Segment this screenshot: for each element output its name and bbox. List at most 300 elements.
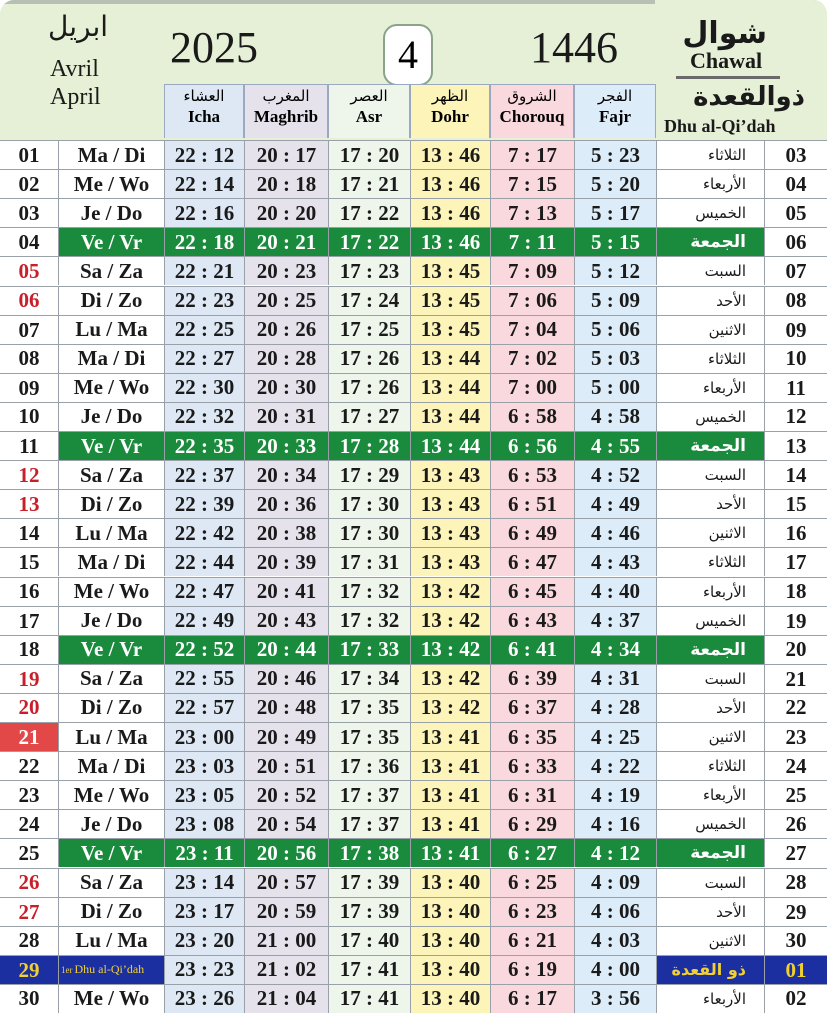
table-row	[0, 169, 827, 198]
asr-time: 17 : 22	[328, 199, 410, 227]
chorouq-time: 6 : 27	[490, 839, 574, 867]
date-number: 07	[18, 317, 40, 342]
asr-time: 17 : 37	[328, 781, 410, 809]
maghrib-time: 20 : 23	[244, 257, 328, 285]
fajr-time: 4 : 00	[574, 956, 656, 984]
dohr-time: 13 : 46	[410, 228, 490, 256]
column-header-dohr-ar: الظهر	[431, 87, 469, 105]
day-name-arabic: الأحد	[656, 490, 764, 518]
column-header-asr	[328, 84, 410, 138]
day-name: Sa / Za	[58, 665, 164, 693]
hijri-month-1-latin: Chawal	[690, 48, 763, 73]
day-name: Sa / Za	[58, 869, 164, 897]
day-name: Di / Zo	[58, 898, 164, 926]
day-name-arabic: الثلاثاء	[656, 141, 764, 169]
maghrib-time: 20 : 41	[244, 578, 328, 606]
dohr-time: 13 : 40	[410, 869, 490, 897]
hijri-month-1-arabic: شوال	[682, 16, 767, 51]
hijri-date-number: 20	[764, 636, 827, 664]
isha-time: 22 : 42	[164, 519, 244, 547]
asr-time: 17 : 23	[328, 257, 410, 285]
hijri-date-number: 19	[764, 607, 827, 635]
hijri-date-number: 27	[764, 839, 827, 867]
fajr-time: 4 : 16	[574, 810, 656, 838]
day-name: Ma / Di	[58, 345, 164, 373]
hijri-month-2-arabic: ذوالقعدة	[693, 82, 805, 112]
isha-time: 23 : 03	[164, 752, 244, 780]
asr-time: 17 : 35	[328, 723, 410, 751]
date-number: 26	[18, 870, 40, 895]
maghrib-time: 21 : 00	[244, 927, 328, 955]
chorouq-time: 6 : 33	[490, 752, 574, 780]
chorouq-time: 7 : 04	[490, 316, 574, 344]
fajr-time: 4 : 55	[574, 432, 656, 460]
hijri-month-2-latin: Dhu al-Qi’dah	[664, 116, 776, 136]
table-row	[0, 140, 827, 169]
day-name: Lu / Ma	[58, 927, 164, 955]
isha-time: 23 : 14	[164, 869, 244, 897]
day-name: Di / Zo	[58, 490, 164, 518]
chorouq-time: 6 : 37	[490, 694, 574, 722]
fajr-time: 5 : 09	[574, 287, 656, 315]
column-header-maghrib-la: Maghrib	[253, 107, 319, 126]
dohr-time: 13 : 44	[410, 403, 490, 431]
date-number: 21	[0, 723, 58, 751]
column-header-chorouq-la: Chorouq	[499, 107, 565, 126]
chorouq-time: 6 : 19	[490, 956, 574, 984]
dohr-time: 13 : 45	[410, 257, 490, 285]
chorouq-time: 6 : 31	[490, 781, 574, 809]
dohr-time: 13 : 43	[410, 519, 490, 547]
hijri-date-number: 08	[764, 287, 827, 315]
maghrib-time: 20 : 44	[244, 636, 328, 664]
date-number: 17	[18, 608, 40, 633]
day-name	[58, 956, 164, 984]
dohr-time: 13 : 40	[410, 985, 490, 1013]
fajr-time: 4 : 22	[574, 752, 656, 780]
chorouq-time: 6 : 47	[490, 548, 574, 576]
dohr-time: 13 : 41	[410, 839, 490, 867]
fajr-time: 4 : 12	[574, 839, 656, 867]
day-name: Sa / Za	[58, 257, 164, 285]
chorouq-time: 6 : 45	[490, 578, 574, 606]
table-row	[0, 373, 827, 402]
chorouq-time: 7 : 09	[490, 257, 574, 285]
hijri-date-number: 09	[764, 316, 827, 344]
day-name: Me / Wo	[58, 985, 164, 1013]
maghrib-time: 20 : 30	[244, 374, 328, 402]
column-header-isha	[164, 84, 244, 138]
table-row	[0, 256, 827, 285]
isha-time: 22 : 18	[164, 228, 244, 256]
asr-time: 17 : 21	[328, 170, 410, 198]
table-row	[0, 751, 827, 780]
fajr-time: 5 : 15	[574, 228, 656, 256]
day-name: Ma / Di	[58, 752, 164, 780]
chorouq-time: 6 : 17	[490, 985, 574, 1013]
column-header-isha-la: Icha	[187, 107, 221, 126]
day-name: Me / Wo	[58, 781, 164, 809]
maghrib-time: 20 : 25	[244, 287, 328, 315]
maghrib-time: 20 : 52	[244, 781, 328, 809]
date-number: 29	[0, 956, 58, 984]
isha-time: 23 : 23	[164, 956, 244, 984]
day-name-arabic: الأربعاء	[656, 170, 764, 198]
day-name-arabic: الجمعة	[656, 636, 764, 664]
isha-time: 23 : 17	[164, 898, 244, 926]
chorouq-time: 7 : 00	[490, 374, 574, 402]
table-row	[0, 722, 827, 751]
date-number: 11	[19, 434, 39, 458]
date-number: 02	[18, 171, 40, 196]
day-name-arabic: السبت	[656, 461, 764, 489]
maghrib-time: 20 : 46	[244, 665, 328, 693]
maghrib-time: 20 : 20	[244, 199, 328, 227]
maghrib-time: 20 : 26	[244, 316, 328, 344]
chorouq-time: 7 : 06	[490, 287, 574, 315]
day-name-arabic: الاثنين	[656, 519, 764, 547]
asr-time: 17 : 25	[328, 316, 410, 344]
day-name-arabic: الاثنين	[656, 927, 764, 955]
maghrib-time: 20 : 56	[244, 839, 328, 867]
column-header-dohr-la: Dohr	[431, 107, 469, 126]
date-number: 12	[18, 462, 40, 487]
column-header-asr-ar: العصر	[350, 87, 388, 105]
hijri-date-number: 04	[764, 170, 827, 198]
day-name-arabic: الاثنين	[656, 316, 764, 344]
day-name-arabic: الأربعاء	[656, 781, 764, 809]
hijri-date-number: 06	[764, 228, 827, 256]
fajr-time: 4 : 46	[574, 519, 656, 547]
asr-time: 17 : 36	[328, 752, 410, 780]
gregorian-month-arabic: ابريل	[48, 10, 109, 43]
dohr-time: 13 : 42	[410, 578, 490, 606]
maghrib-time: 20 : 39	[244, 548, 328, 576]
chorouq-time: 7 : 02	[490, 345, 574, 373]
asr-time: 17 : 29	[328, 461, 410, 489]
maghrib-time: 20 : 17	[244, 141, 328, 169]
hijri-date-number: 17	[764, 548, 827, 576]
date-number: 05	[18, 259, 40, 284]
asr-time: 17 : 28	[328, 432, 410, 460]
hijri-month-divider	[676, 76, 780, 79]
fajr-time: 4 : 06	[574, 898, 656, 926]
chorouq-time: 7 : 13	[490, 199, 574, 227]
isha-time: 22 : 39	[164, 490, 244, 518]
fajr-time: 4 : 09	[574, 869, 656, 897]
isha-time: 22 : 44	[164, 548, 244, 576]
table-row	[0, 315, 827, 344]
isha-time: 22 : 25	[164, 316, 244, 344]
fajr-time: 5 : 23	[574, 141, 656, 169]
isha-time: 22 : 47	[164, 578, 244, 606]
date-number: 06	[18, 288, 40, 313]
day-name: Me / Wo	[58, 374, 164, 402]
table-row	[0, 518, 827, 547]
day-name: Je / Do	[58, 810, 164, 838]
chorouq-time: 6 : 23	[490, 898, 574, 926]
hijri-year: 1446	[530, 23, 618, 72]
asr-time: 17 : 30	[328, 519, 410, 547]
maghrib-time: 20 : 43	[244, 607, 328, 635]
hijri-date-number: 25	[764, 781, 827, 809]
isha-time: 23 : 11	[164, 839, 244, 867]
chorouq-time: 6 : 21	[490, 927, 574, 955]
date-number: 23	[18, 783, 40, 808]
day-name-arabic: الخميس	[656, 403, 764, 431]
table-row	[0, 606, 827, 635]
isha-time: 22 : 49	[164, 607, 244, 635]
isha-time: 23 : 08	[164, 810, 244, 838]
hijri-date-number: 03	[764, 141, 827, 169]
table-row	[0, 198, 827, 227]
column-header-asr-la: Asr	[355, 107, 383, 126]
hijri-date-number: 18	[764, 578, 827, 606]
asr-time: 17 : 30	[328, 490, 410, 518]
table-row	[0, 897, 827, 926]
isha-time: 22 : 52	[164, 636, 244, 664]
isha-time: 23 : 00	[164, 723, 244, 751]
isha-time: 22 : 32	[164, 403, 244, 431]
maghrib-time: 20 : 28	[244, 345, 328, 373]
hijri-date-number: 14	[764, 461, 827, 489]
isha-time: 22 : 23	[164, 287, 244, 315]
chorouq-time: 6 : 29	[490, 810, 574, 838]
isha-time: 22 : 37	[164, 461, 244, 489]
maghrib-time: 20 : 38	[244, 519, 328, 547]
table-row	[0, 227, 827, 256]
asr-time: 17 : 35	[328, 694, 410, 722]
dohr-time: 13 : 42	[410, 607, 490, 635]
fajr-time: 5 : 12	[574, 257, 656, 285]
date-number: 30	[18, 986, 40, 1011]
asr-time: 17 : 39	[328, 869, 410, 897]
dohr-time: 13 : 42	[410, 636, 490, 664]
isha-time: 22 : 30	[164, 374, 244, 402]
fajr-time: 4 : 34	[574, 636, 656, 664]
maghrib-time: 20 : 57	[244, 869, 328, 897]
date-number: 13	[18, 492, 40, 517]
day-name-arabic: الأربعاء	[656, 578, 764, 606]
date-number: 27	[18, 899, 40, 924]
dohr-time: 13 : 42	[410, 665, 490, 693]
day-name-arabic: الخميس	[656, 199, 764, 227]
maghrib-time: 20 : 31	[244, 403, 328, 431]
table-row	[0, 635, 827, 664]
column-header-chorouq	[490, 84, 574, 138]
column-header-fajr	[574, 84, 656, 138]
table-row	[0, 547, 827, 576]
chorouq-time: 6 : 25	[490, 869, 574, 897]
column-header-maghrib-ar: المغرب	[262, 87, 310, 105]
chorouq-time: 6 : 53	[490, 461, 574, 489]
column-header-fajr-la: Fajr	[598, 107, 632, 126]
asr-time: 17 : 20	[328, 141, 410, 169]
table-row	[0, 955, 827, 984]
chorouq-time: 6 : 58	[490, 403, 574, 431]
date-number: 10	[18, 404, 40, 429]
isha-time: 22 : 27	[164, 345, 244, 373]
asr-time: 17 : 41	[328, 985, 410, 1013]
day-name-arabic: الاثنين	[656, 723, 764, 751]
dohr-time: 13 : 46	[410, 141, 490, 169]
date-number: 18	[18, 637, 40, 662]
date-number: 28	[18, 928, 40, 953]
hijri-date-number: 07	[764, 257, 827, 285]
fajr-time: 4 : 31	[574, 665, 656, 693]
day-name-arabic: الأربعاء	[656, 374, 764, 402]
day-name: Ve / Vr	[58, 636, 164, 664]
day-name: Lu / Ma	[58, 316, 164, 344]
isha-time: 22 : 16	[164, 199, 244, 227]
asr-time: 17 : 33	[328, 636, 410, 664]
table-row	[0, 286, 827, 315]
asr-time: 17 : 27	[328, 403, 410, 431]
hijri-date-number: 28	[764, 869, 827, 897]
day-name: Ma / Di	[58, 548, 164, 576]
day-name-arabic: السبت	[656, 665, 764, 693]
column-header-isha-ar: العشاء	[183, 87, 225, 105]
isha-time: 22 : 35	[164, 432, 244, 460]
hijri-date-number: 21	[764, 665, 827, 693]
fajr-time: 5 : 20	[574, 170, 656, 198]
asr-time: 17 : 22	[328, 228, 410, 256]
asr-time: 17 : 40	[328, 927, 410, 955]
day-name: Ve / Vr	[58, 839, 164, 867]
chorouq-time: 6 : 35	[490, 723, 574, 751]
fajr-time: 4 : 25	[574, 723, 656, 751]
table-row	[0, 780, 827, 809]
dohr-time: 13 : 46	[410, 170, 490, 198]
chorouq-time: 6 : 49	[490, 519, 574, 547]
day-name: Di / Zo	[58, 694, 164, 722]
fajr-time: 5 : 06	[574, 316, 656, 344]
date-number: 20	[18, 695, 40, 720]
table-row	[0, 868, 827, 897]
hijri-date-number: 15	[764, 490, 827, 518]
fajr-time: 3 : 56	[574, 985, 656, 1013]
table-row	[0, 577, 827, 606]
hijri-date-number: 01	[764, 956, 827, 984]
day-name-arabic: ذو القعدة	[656, 956, 764, 984]
maghrib-time: 20 : 49	[244, 723, 328, 751]
hijri-date-number: 22	[764, 694, 827, 722]
asr-time: 17 : 39	[328, 898, 410, 926]
column-header-chorouq-ar: الشروق	[507, 87, 557, 105]
day-name-arabic: الخميس	[656, 810, 764, 838]
date-number: 25	[18, 841, 40, 866]
dohr-time: 13 : 45	[410, 316, 490, 344]
asr-time: 17 : 37	[328, 810, 410, 838]
isha-time: 23 : 26	[164, 985, 244, 1013]
date-number: 09	[18, 375, 40, 400]
isha-time: 22 : 12	[164, 141, 244, 169]
day-name-arabic: الثلاثاء	[656, 345, 764, 373]
date-number: 01	[18, 143, 40, 167]
maghrib-time: 20 : 34	[244, 461, 328, 489]
day-name-arabic: السبت	[656, 257, 764, 285]
dohr-time: 13 : 43	[410, 461, 490, 489]
isha-time: 22 : 21	[164, 257, 244, 285]
maghrib-time: 20 : 54	[244, 810, 328, 838]
day-name-arabic: الجمعة	[656, 839, 764, 867]
day-name-arabic: الأحد	[656, 898, 764, 926]
fajr-time: 4 : 03	[574, 927, 656, 955]
date-number: 14	[18, 520, 40, 545]
dohr-time: 13 : 44	[410, 432, 490, 460]
asr-time: 17 : 34	[328, 665, 410, 693]
chorouq-time: 6 : 39	[490, 665, 574, 693]
hijri-date-number: 10	[764, 345, 827, 373]
maghrib-time: 21 : 04	[244, 985, 328, 1013]
hijri-date-number: 16	[764, 519, 827, 547]
table-row	[0, 489, 827, 518]
asr-time: 17 : 32	[328, 578, 410, 606]
hijri-date-number: 12	[764, 403, 827, 431]
dohr-time: 13 : 41	[410, 752, 490, 780]
day-name: Me / Wo	[58, 170, 164, 198]
table-row	[0, 431, 827, 460]
dohr-time: 13 : 41	[410, 723, 490, 751]
fajr-time: 5 : 00	[574, 374, 656, 402]
isha-time: 23 : 05	[164, 781, 244, 809]
day-name-arabic: الأحد	[656, 694, 764, 722]
maghrib-time: 20 : 21	[244, 228, 328, 256]
gregorian-month-french: Avril	[50, 56, 99, 82]
fajr-time: 5 : 17	[574, 199, 656, 227]
dohr-time: 13 : 40	[410, 927, 490, 955]
chorouq-time: 7 : 17	[490, 141, 574, 169]
day-name-arabic: الجمعة	[656, 432, 764, 460]
column-header-fajr-ar: الفجر	[597, 87, 633, 105]
day-name-arabic: السبت	[656, 869, 764, 897]
new-month-superscript: 1er	[61, 964, 73, 975]
chorouq-time: 7 : 15	[490, 170, 574, 198]
hijri-date-number: 29	[764, 898, 827, 926]
date-number: 19	[18, 666, 40, 691]
day-name-arabic: الجمعة	[656, 228, 764, 256]
dohr-time: 13 : 43	[410, 548, 490, 576]
fajr-time: 4 : 28	[574, 694, 656, 722]
table-row	[0, 926, 827, 955]
isha-time: 22 : 55	[164, 665, 244, 693]
dohr-time: 13 : 41	[410, 810, 490, 838]
fajr-time: 4 : 49	[574, 490, 656, 518]
fajr-time: 5 : 03	[574, 345, 656, 373]
day-name: Lu / Ma	[58, 519, 164, 547]
chorouq-time: 6 : 43	[490, 607, 574, 635]
gregorian-year: 2025	[170, 23, 258, 72]
hijri-date-number: 05	[764, 199, 827, 227]
asr-time: 17 : 26	[328, 345, 410, 373]
dohr-time: 13 : 44	[410, 374, 490, 402]
date-number: 04	[18, 229, 40, 254]
asr-time: 17 : 32	[328, 607, 410, 635]
isha-time: 22 : 14	[164, 170, 244, 198]
table-row	[0, 809, 827, 838]
date-number: 22	[18, 753, 40, 778]
fajr-time: 4 : 52	[574, 461, 656, 489]
dohr-time: 13 : 44	[410, 345, 490, 373]
column-header-dohr	[410, 84, 490, 138]
date-number: 03	[18, 201, 40, 226]
day-name-arabic: الثلاثاء	[656, 548, 764, 576]
isha-time: 23 : 20	[164, 927, 244, 955]
dohr-time: 13 : 40	[410, 956, 490, 984]
fajr-time: 4 : 40	[574, 578, 656, 606]
dohr-time: 13 : 46	[410, 199, 490, 227]
day-name: Me / Wo	[58, 578, 164, 606]
